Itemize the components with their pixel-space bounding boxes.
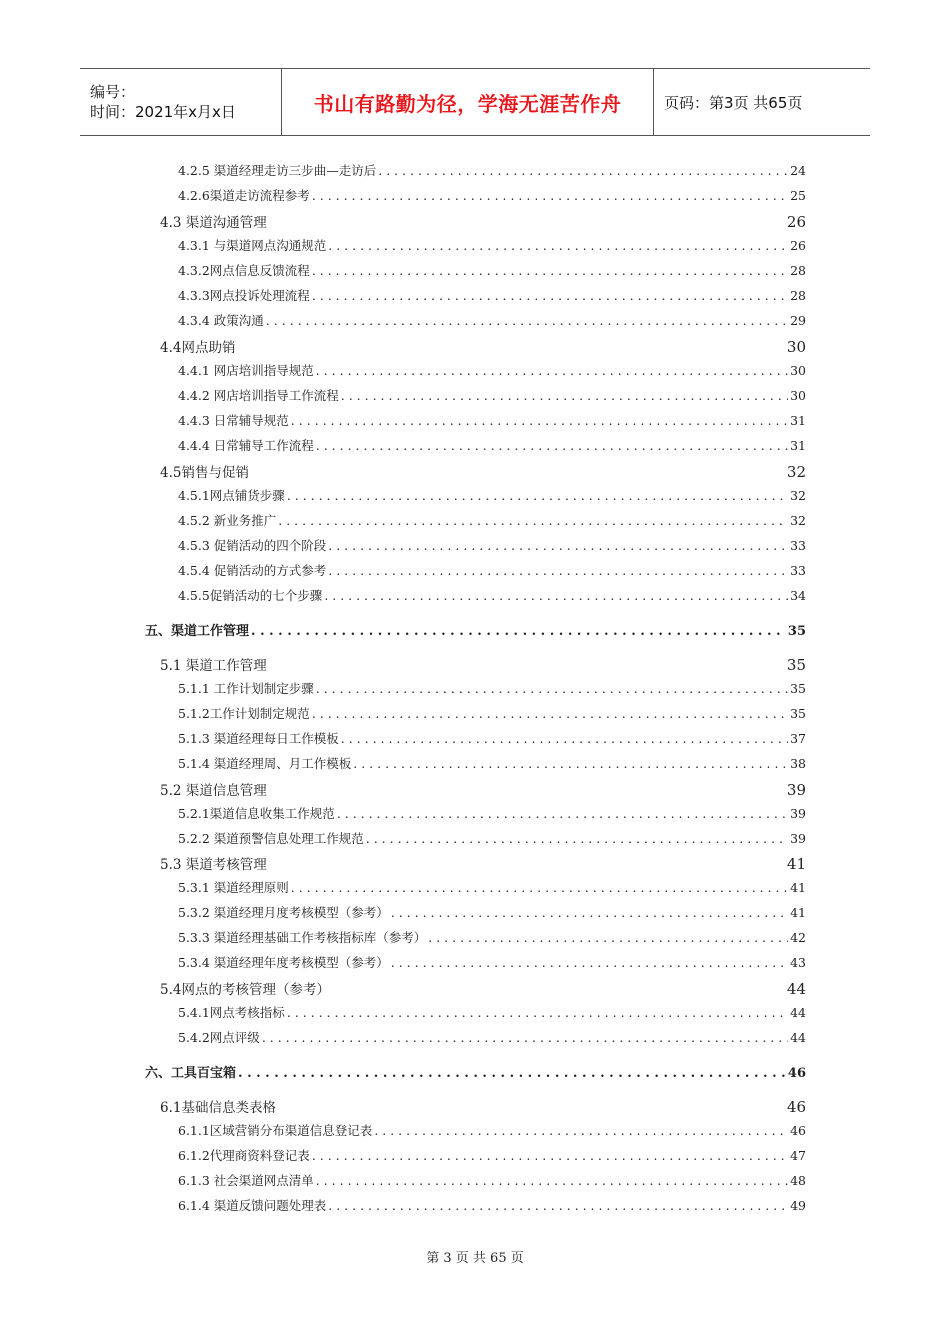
toc-entry[interactable]: [178, 1028, 806, 1046]
toc-entry[interactable]: [160, 1096, 806, 1116]
toc-entry-label: 4.3.4 政策沟通: [178, 313, 264, 328]
toc-dot-leader: [312, 263, 788, 278]
toc-entry-label: 4.2.6渠道走访流程参考: [178, 188, 310, 203]
toc-dot-leader: [341, 388, 788, 403]
toc-dot-leader: [328, 538, 788, 553]
toc-entry-label: 4.4.2 网店培训指导工作流程: [178, 388, 339, 403]
toc-dot-leader: [316, 363, 788, 378]
toc-dot-leader: [374, 1123, 788, 1138]
toc-entry-label: 4.2.5 渠道经理走访三步曲—走访后: [178, 163, 377, 178]
toc-entry-page: 24: [790, 163, 806, 178]
toc-entry[interactable]: [178, 903, 806, 921]
toc-entry-page: 47: [790, 1148, 806, 1163]
toc-entry-page: 46: [787, 1066, 806, 1081]
toc-entry-page: 26: [786, 213, 806, 231]
toc-entry[interactable]: [178, 186, 806, 204]
toc-entry[interactable]: [178, 586, 806, 604]
toc-entry-page: 35: [787, 624, 806, 639]
toc-entry[interactable]: [145, 1062, 806, 1081]
toc-entry[interactable]: [178, 928, 806, 946]
page-info-text: 页码：第3页 共65页: [664, 93, 803, 112]
toc-entry-page: 44: [786, 980, 806, 998]
toc-entry[interactable]: [178, 1171, 806, 1189]
page-footer: 第 3 页 共 65 页: [426, 1251, 524, 1266]
toc-entry[interactable]: [178, 561, 806, 579]
toc-entry-label: 4.4.3 日常辅导规范: [178, 413, 289, 428]
toc-entry[interactable]: [160, 336, 806, 356]
toc-entry-label: 5.4.1网点考核指标: [178, 1005, 285, 1020]
toc-dot-leader: [316, 1173, 788, 1188]
toc-entry-label: 5.3.3 渠道经理基础工作考核指标库（参考）: [178, 930, 427, 945]
toc-entry[interactable]: [178, 311, 806, 329]
toc-entry-page: 30: [790, 388, 806, 403]
toc-entry-page: 48: [790, 1173, 806, 1188]
toc-entry-label: 6.1.3 社会渠道网点清单: [178, 1173, 314, 1188]
toc-entry[interactable]: [178, 536, 806, 554]
toc-entry-page: 25: [790, 188, 806, 203]
toc-entry-page: 29: [790, 313, 806, 328]
toc-dot-leader: [366, 831, 788, 846]
toc-dot-leader: [278, 513, 788, 528]
toc-entry[interactable]: [178, 679, 806, 697]
header-motto: [282, 69, 654, 135]
toc-dot-leader: [266, 313, 788, 328]
toc-entry-page: 41: [790, 905, 806, 920]
toc-entry-page: 39: [790, 806, 806, 821]
toc-entry[interactable]: [178, 411, 806, 429]
toc-entry-page: 31: [790, 413, 806, 428]
toc-entry-label: 4.5销售与促销: [160, 465, 249, 481]
toc-entry-label: 5.1.3 渠道经理每日工作模板: [178, 731, 339, 746]
toc-entry-label: 4.3 渠道沟通管理: [160, 215, 267, 231]
toc-entry-label: 5.3.1 渠道经理原则: [178, 880, 289, 895]
doc-number-label: 编号：: [90, 83, 136, 101]
toc-entry-page: 35: [790, 681, 806, 696]
time-label: 时间：2021年x月x日: [90, 103, 236, 121]
toc-dot-leader: [238, 1066, 786, 1081]
toc-dot-leader: [337, 806, 788, 821]
toc-entry-label: 5.2.1渠道信息收集工作规范: [178, 806, 335, 821]
toc-entry-label: 5.4.2网点评级: [178, 1030, 260, 1045]
toc-entry[interactable]: [178, 261, 806, 279]
toc-entry-page: 43: [790, 955, 806, 970]
toc-entry-label: 五、渠道工作管理: [145, 624, 250, 639]
toc-dot-leader: [251, 624, 786, 639]
toc-entry[interactable]: [160, 211, 806, 231]
toc-entry-page: 42: [790, 930, 806, 945]
toc-dot-leader: [328, 563, 788, 578]
toc-dot-leader: [287, 488, 788, 503]
toc-entry[interactable]: [160, 461, 806, 481]
toc-entry-label: 4.4.4 日常辅导工作流程: [178, 438, 314, 453]
toc-entry-page: 30: [786, 338, 806, 356]
toc-dot-leader: [316, 438, 788, 453]
toc-entry-page: 39: [790, 831, 806, 846]
toc-entry[interactable]: [178, 486, 806, 504]
toc-entry-page: 39: [786, 781, 806, 799]
toc-entry-label: 6.1.1区域营销分布渠道信息登记表: [178, 1123, 373, 1138]
toc-entry[interactable]: [160, 654, 806, 674]
toc-dot-leader: [312, 1148, 788, 1163]
toc-entry[interactable]: [178, 829, 806, 847]
toc-entry-label: 六、工具百宝箱: [145, 1066, 237, 1081]
toc-entry[interactable]: [145, 620, 806, 639]
toc-entry-label: 4.5.2 新业务推广: [178, 513, 277, 528]
toc-entry-page: 44: [790, 1005, 806, 1020]
toc-entry-label: 4.5.1网点铺货步骤: [178, 488, 285, 503]
toc-dot-leader: [328, 1198, 788, 1213]
toc-entry-page: 31: [790, 438, 806, 453]
toc-dot-leader: [428, 930, 788, 945]
toc-entry[interactable]: [160, 853, 806, 873]
toc-entry-page: 26: [790, 238, 806, 253]
toc-entry-label: 4.5.5促销活动的七个步骤: [178, 588, 323, 603]
toc-entry-label: 5.1.4 渠道经理周、月工作模板: [178, 756, 352, 771]
toc-entry-label: 4.5.3 促销活动的四个阶段: [178, 538, 327, 553]
toc-entry[interactable]: [160, 779, 806, 799]
toc-entry-page: 33: [790, 538, 806, 553]
toc-entry-page: 41: [790, 880, 806, 895]
toc-dot-leader: [328, 238, 788, 253]
toc-entry-page: 38: [790, 756, 806, 771]
toc-entry-label: 4.3.1 与渠道网点沟通规范: [178, 238, 327, 253]
toc-dot-leader: [391, 955, 788, 970]
toc-entry-label: 5.4网点的考核管理（参考）: [160, 982, 330, 998]
toc-entry-page: 35: [786, 656, 806, 674]
toc-entry-page: 37: [790, 731, 806, 746]
motto-text: 书山有路勤为径，学海无涯苦作舟: [313, 91, 622, 116]
toc-dot-leader: [291, 413, 788, 428]
toc-entry-page: 41: [786, 855, 806, 873]
page-header: [80, 68, 870, 136]
toc-entry-page: 28: [790, 263, 806, 278]
toc-entry[interactable]: [178, 953, 806, 971]
toc-dot-leader: [316, 681, 788, 696]
toc-entry-label: 5.1.2工作计划制定规范: [178, 706, 310, 721]
toc-entry-label: 5.1.1 工作计划制定步骤: [178, 681, 314, 696]
toc-entry-label: 5.3.4 渠道经理年度考核模型（参考）: [178, 955, 389, 970]
toc-entry[interactable]: [178, 1121, 806, 1139]
toc-entry-label: 4.4.1 网店培训指导规范: [178, 363, 314, 378]
toc-entry[interactable]: [178, 1003, 806, 1021]
toc-entry-page: 34: [790, 588, 806, 603]
toc-entry[interactable]: [178, 236, 806, 254]
toc-entry-page: 46: [786, 1098, 806, 1116]
toc-entry[interactable]: [178, 729, 806, 747]
toc-entry[interactable]: [160, 978, 806, 998]
toc-entry[interactable]: [178, 704, 806, 722]
toc-entry-page: 30: [790, 363, 806, 378]
toc-entry-page: 32: [790, 513, 806, 528]
toc-entry-page: 32: [790, 488, 806, 503]
toc-entry-page: 32: [786, 463, 806, 481]
toc-entry[interactable]: [178, 161, 806, 179]
toc-entry[interactable]: [178, 1146, 806, 1164]
header-page-info: [654, 69, 870, 135]
toc-dot-leader: [378, 163, 788, 178]
toc-entry[interactable]: [178, 386, 806, 404]
header-meta: [80, 69, 282, 135]
toc-entry-label: 6.1.4 渠道反馈问题处理表: [178, 1198, 327, 1213]
toc-entry-label: 5.2.2 渠道预警信息处理工作规范: [178, 831, 364, 846]
toc-dot-leader: [324, 588, 788, 603]
toc-entry-label: 6.1基础信息类表格: [160, 1100, 276, 1116]
toc-entry-page: 33: [790, 563, 806, 578]
toc-entry[interactable]: [178, 878, 806, 896]
toc-dot-leader: [312, 288, 788, 303]
toc-dot-leader: [287, 1005, 788, 1020]
toc-entry-label: 4.4网点助销: [160, 340, 236, 356]
toc-entry-label: 5.3 渠道考核管理: [160, 857, 267, 873]
toc-entry[interactable]: [178, 754, 806, 772]
toc-entry[interactable]: [178, 286, 806, 304]
toc-dot-leader: [312, 706, 788, 721]
toc-entry-label: 5.1 渠道工作管理: [160, 658, 267, 674]
toc-dot-leader: [391, 905, 788, 920]
toc-entry[interactable]: [178, 361, 806, 379]
toc-entry-page: 49: [790, 1198, 806, 1213]
toc-dot-leader: [341, 731, 788, 746]
toc-entry-label: 5.3.2 渠道经理月度考核模型（参考）: [178, 905, 389, 920]
toc-entry-page: 46: [790, 1123, 806, 1138]
toc-entry[interactable]: [178, 511, 806, 529]
toc-entry-page: 35: [790, 706, 806, 721]
toc-dot-leader: [312, 188, 788, 203]
toc-dot-leader: [262, 1030, 788, 1045]
toc-entry-label: 4.5.4 促销活动的方式参考: [178, 563, 327, 578]
toc-entry-label: 6.1.2代理商资料登记表: [178, 1148, 310, 1163]
toc-entry-page: 28: [790, 288, 806, 303]
toc-entry[interactable]: [178, 804, 806, 822]
toc-entry[interactable]: [178, 1196, 806, 1214]
toc-entry-page: 44: [790, 1030, 806, 1045]
toc-dot-leader: [353, 756, 788, 771]
toc-dot-leader: [291, 880, 788, 895]
toc-entry-label: 4.3.2网点信息反馈流程: [178, 263, 310, 278]
toc-entry-label: 4.3.3网点投诉处理流程: [178, 288, 310, 303]
toc-entry-label: 5.2 渠道信息管理: [160, 783, 267, 799]
toc-entry[interactable]: [178, 436, 806, 454]
